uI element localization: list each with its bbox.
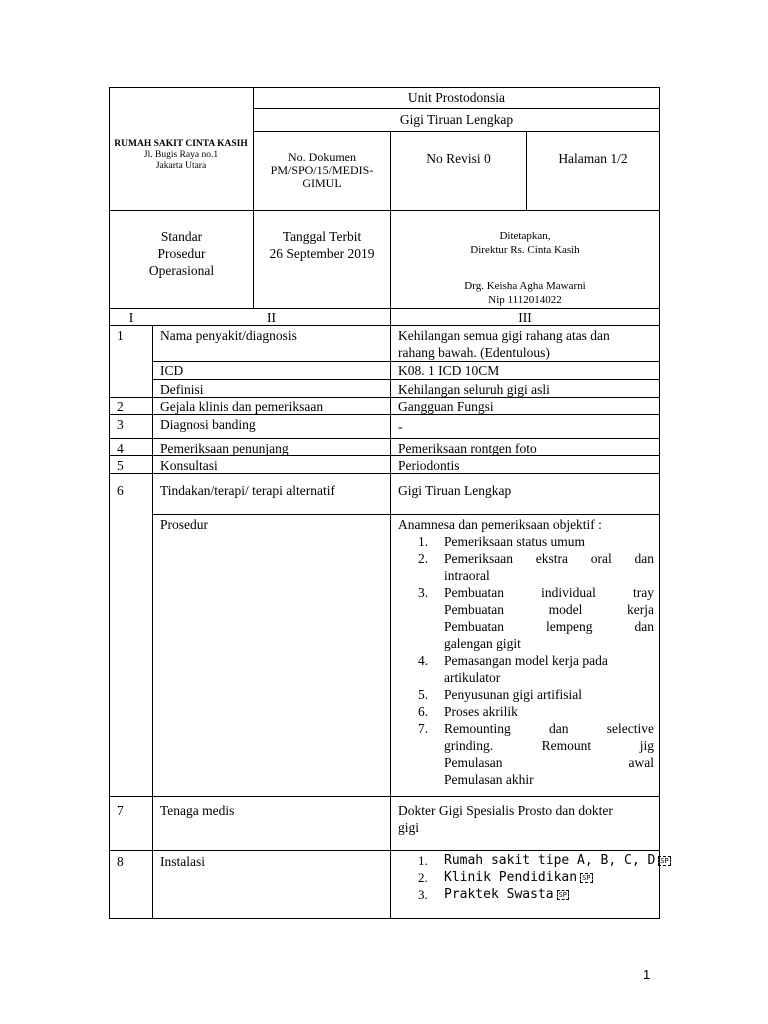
row-3-number: 3 [117,417,124,432]
row-3-label: Diagnosi banding [160,417,256,432]
row-3-value: - [398,419,403,434]
column-header-3: III [518,310,532,325]
document-number-line2: GIMUL [302,176,342,190]
procedure-item-3-line2: Pembuatan model kerja [444,602,654,617]
sp-mark: SP [558,890,568,899]
procedure-item-3: 3. Pembuatan individual tray [418,585,654,600]
sp-mark: SP [582,873,591,882]
row-1-value [398,327,654,361]
procedure-item-7: 7. Remounting dan selective [418,721,654,736]
row-4-label: Pemeriksaan penunjang [160,441,289,456]
row-8-number: 8 [117,854,124,869]
document-number-line1: PM/SPO/15/MEDIS- [270,163,374,177]
procedure-item-1: 1. Pemeriksaan status umum [418,534,585,549]
installation-item-3-text: Praktek Swasta [444,887,554,902]
definition-value: Kehilangan seluruh gigi asli [398,382,550,397]
row-8-label: Instalasi [160,854,205,869]
row-5-label: Konsultasi [160,458,218,473]
row-4-number: 4 [117,441,124,456]
row-2-value: Gangguan Fungsi [398,399,494,414]
procedure-item-7-line3: Pemulasan awal [444,755,654,770]
procedure-item-7-line2: grinding. Remount jig [444,738,654,753]
row-7-label: Tenaga medis [160,803,235,818]
issue-date: 26 September 2019 [269,246,375,261]
issue-date-label: Tanggal Terbit [282,229,362,244]
column-header-2: II [267,310,276,325]
sop-label-line3: Operasional [148,263,215,278]
procedure-item-6: 6. Proses akrilik [418,704,518,719]
procedure-item-1-text: Pemeriksaan status umum [444,534,585,549]
sop-label-line1: Standar [160,229,203,244]
approval-line2: Direktur Rs. Cinta Kasih [470,244,580,256]
unit-title: Unit Prostodonsia [407,90,506,105]
signer-nip: Nip 1112014022 [488,294,562,306]
row-7-number: 7 [117,803,124,818]
procedure-item-5-text: Penyusunan gigi artifisial [444,687,582,702]
hospital-block [112,138,250,172]
procedure-intro: Anamnesa dan pemeriksaan objektif : [398,517,602,532]
row-6-number: 6 [117,483,124,498]
hospital-address-line1: Jl. Bugis Raya no.1 [143,150,219,160]
row-1-number: 1 [117,328,124,343]
procedure-item-2: 2. Pemeriksaan ekstra oral dan [418,551,654,566]
definition-label: Definisi [160,382,204,397]
procedure-list [418,533,654,788]
row-1-label: Nama penyakit/diagnosis [160,328,297,343]
row-7-value-line1: Dokter Gigi Spesialis Prosto dan dokter [398,803,613,818]
procedure-item-7-line4: Pemulasan akhir [444,772,534,787]
row-2-label: Gejala klinis dan pemeriksaan [160,399,324,414]
procedure-item-7-line1: Remounting dan selective [444,721,654,736]
hospital-name: RUMAH SAKIT CINTA KASIH [114,139,248,149]
revision-number: No Revisi 0 [426,151,491,166]
installation-item-2: 2. Klinik Pendidikan SP [418,870,591,885]
approval-block [391,229,659,257]
row-1-value-line1: Kehilangan semua gigi rahang atas dan [398,328,610,343]
document-number [254,151,390,190]
procedure-item-3-line1: Pembuatan individual tray [444,585,654,600]
signer-block [391,279,659,307]
icd-label: ICD [160,363,184,378]
row-4-value: Pemeriksaan rontgen foto [398,441,537,456]
procedure-item-5: 5. Penyusunan gigi artifisial [418,687,582,702]
procedure-item-2-line2: intraoral [444,568,490,583]
sop-label [110,228,253,279]
page-indicator: Halaman 1/2 [558,151,628,166]
procedure-item-4-line1: Pemasangan model kerja pada [444,653,608,668]
hospital-address-line2: Jakarta Utara [155,161,207,171]
row-5-number: 5 [117,458,124,473]
row-5-value: Periodontis [398,458,460,473]
column-header-1: I [128,310,134,325]
procedure-item-6-text: Proses akrilik [444,704,518,719]
approval-line1: Ditetapkan, [499,230,551,242]
document-number-label: No. Dokumen [288,150,356,164]
installation-item-2-text: Klinik Pendidikan [444,870,578,885]
procedure-item-4: 4. Pemasangan model kerja pada [418,653,608,668]
row-2-number: 2 [117,399,124,414]
row-7-value-line2: gigi [398,820,420,835]
procedure-label: Prosedur [160,517,208,532]
procedure-item-4-line2: artikulator [444,670,501,685]
signer-name: Drg. Keisha Agha Mawarni [464,280,586,292]
installation-item-1-text: Rumah sakit tipe A, B, C, D [444,853,656,868]
row-1-value-line2: rahang bawah. (Edentulous) [398,345,550,360]
installation-list [418,852,669,903]
sop-label-line2: Prosedur [157,246,206,261]
procedure-item-2-line1: Pemeriksaan ekstra oral dan [444,551,654,566]
issue-date-block [254,228,390,262]
installation-item-3: 3. Praktek Swasta SP [418,887,568,902]
row-6-label: Tindakan/terapi/ terapi alternatif [160,483,335,498]
procedure-item-3-line3: Pembuatan lempeng dan [444,619,654,634]
icd-value: K08. 1 ICD 10CM [398,363,500,378]
sp-mark: SP [660,856,669,865]
row-7-value [398,802,654,836]
installation-item-1: 1. Rumah sakit tipe A, B, C, D SP [418,853,669,868]
document-title: Gigi Tiruan Lengkap [399,112,514,127]
page-number: 1 [643,967,651,982]
row-6-value: Gigi Tiruan Lengkap [398,483,512,498]
procedure-item-3-line4: galengan gigit [444,636,521,651]
